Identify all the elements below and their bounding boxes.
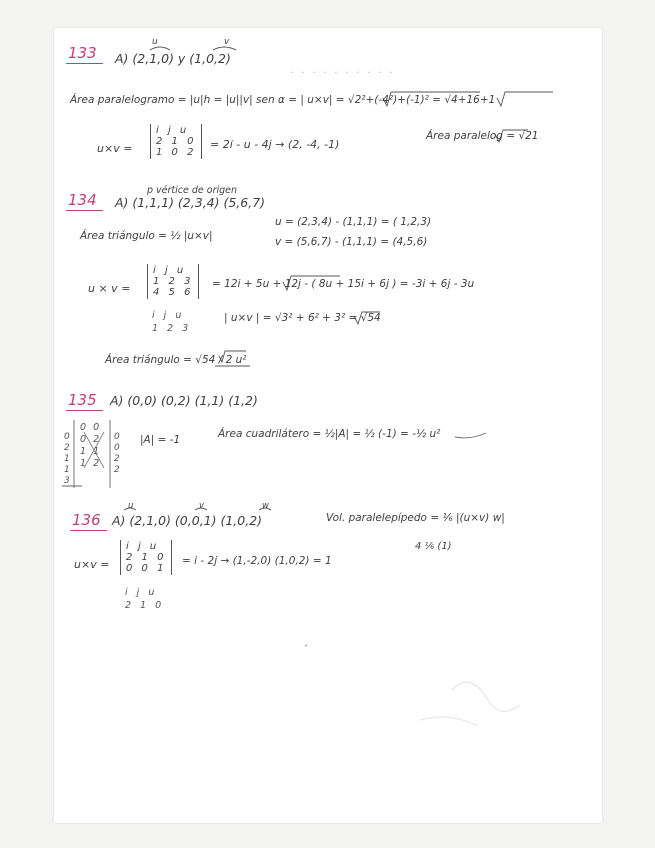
matrix-row: i j u	[126, 541, 160, 552]
problem-header-133: A) (2,1,0) y (1,0,2)	[115, 51, 231, 66]
label-v: v	[224, 37, 230, 47]
coordinate-column-middle	[80, 422, 101, 470]
cross-product-label-133: u×v =	[97, 142, 133, 155]
coordinate-pair: 0 0	[80, 422, 102, 433]
area-result-134: Área triángulo = √54 / 2 u²	[105, 354, 247, 366]
cross-product-matrix-136	[120, 540, 172, 575]
coordinate-value: 3	[64, 476, 70, 486]
volume-formula-136: Vol. paralelepípedo = ⅙ |(u×v) w|	[326, 512, 505, 524]
vector-v-134: v = (5,6,7) - (1,1,1) = (4,5,6)	[275, 236, 428, 248]
sarrus-row: i j u	[152, 310, 185, 321]
problem-header-135: A) (0,0) (0,2) (1,1) (1,2)	[110, 393, 258, 408]
cross-product-matrix-134	[147, 264, 199, 299]
coordinate-pair: 1 2	[80, 458, 102, 469]
cross-product-matrix-133	[150, 124, 202, 159]
sarrus-row: 2 1 0	[125, 600, 165, 611]
cross-product-result-133: = 2i - u - 4j → (2, -4, -1)	[210, 138, 340, 151]
area-result-133: Área paralelog = √21	[426, 130, 539, 142]
matrix-row: 2 1 0	[156, 136, 197, 147]
coordinate-value: 1	[64, 454, 70, 464]
cross-product-label-136: u×v =	[74, 558, 110, 571]
problem-number-135: 135	[68, 391, 97, 409]
area-triangle-formula: Área triángulo = ½ |u×v|	[80, 230, 213, 242]
coordinate-value: 2	[114, 454, 120, 464]
coordinate-value: 2	[114, 465, 120, 475]
cross-product-result-136: = i - 2j → (1,-2,0) (1,0,2) = 1	[182, 555, 332, 567]
coordinate-value: 2	[64, 443, 70, 453]
area-result-135: Área cuadrilátero = ½|A| = ½ (-1) = -½ u²	[218, 428, 441, 440]
matrix-row: 1 2 3	[153, 276, 194, 287]
bleed-through-text: · · · · · · · · · ·	[290, 66, 395, 79]
problem-number-134: 134	[68, 191, 97, 209]
coordinate-column-left	[64, 432, 70, 487]
sarrus-row: i j u	[125, 587, 158, 598]
side-note-136: 4 ⅙ (1)	[415, 541, 452, 552]
matrix-row: 1 0 2	[156, 147, 197, 158]
coordinate-pair: 0 2	[80, 434, 102, 445]
cross-product-expansion-134: = 12i + 5u + 12j - ( 8u + 15i + 6j ) = -3i + 6j - 3u	[212, 278, 475, 290]
label-u: u	[128, 501, 134, 511]
problem-number-136: 136	[72, 511, 101, 529]
coordinate-value: 0	[114, 432, 120, 442]
matrix-row: 2 1 0	[126, 552, 167, 563]
margin-note-134: p vértice de origen	[147, 185, 238, 196]
cross-product-label-134: u × v =	[88, 282, 131, 295]
cross-product-norm-134: | u×v | = √3² + 6² + 3² = √54	[224, 312, 381, 324]
problem-number-133: 133	[68, 44, 97, 62]
label-w: w	[262, 501, 269, 511]
coordinate-value: 0	[114, 443, 120, 453]
coordinate-column-right	[114, 432, 120, 476]
matrix-row: 0 0 1	[126, 563, 167, 574]
problem-header-136: A) (2,1,0) (0,0,1) (1,0,2)	[112, 513, 263, 528]
sarrus-row: 1 2 3	[152, 323, 192, 334]
vector-u-134: u = (2,3,4) - (1,1,1) = ( 1,2,3)	[275, 216, 432, 228]
matrix-row: i j u	[156, 125, 190, 136]
area-parallelogram-formula: Área paralelogramo = |u|h = |u||v| sen α = | u×v| = √2²+(-4²)+(-1)² = √4+16+1	[70, 94, 496, 106]
coordinate-pair: 1 1	[80, 446, 102, 457]
matrix-row: i j u	[153, 265, 187, 276]
label-v: v	[199, 501, 205, 511]
coordinate-value: 1	[64, 465, 70, 475]
coordinate-value: 0	[64, 432, 70, 442]
matrix-row: 4 5 6	[153, 287, 194, 298]
label-u: u	[152, 37, 158, 47]
determinant-135: |A| = -1	[140, 434, 181, 446]
problem-header-134: A) (1,1,1) (2,3,4) (5,6,7)	[115, 195, 266, 210]
